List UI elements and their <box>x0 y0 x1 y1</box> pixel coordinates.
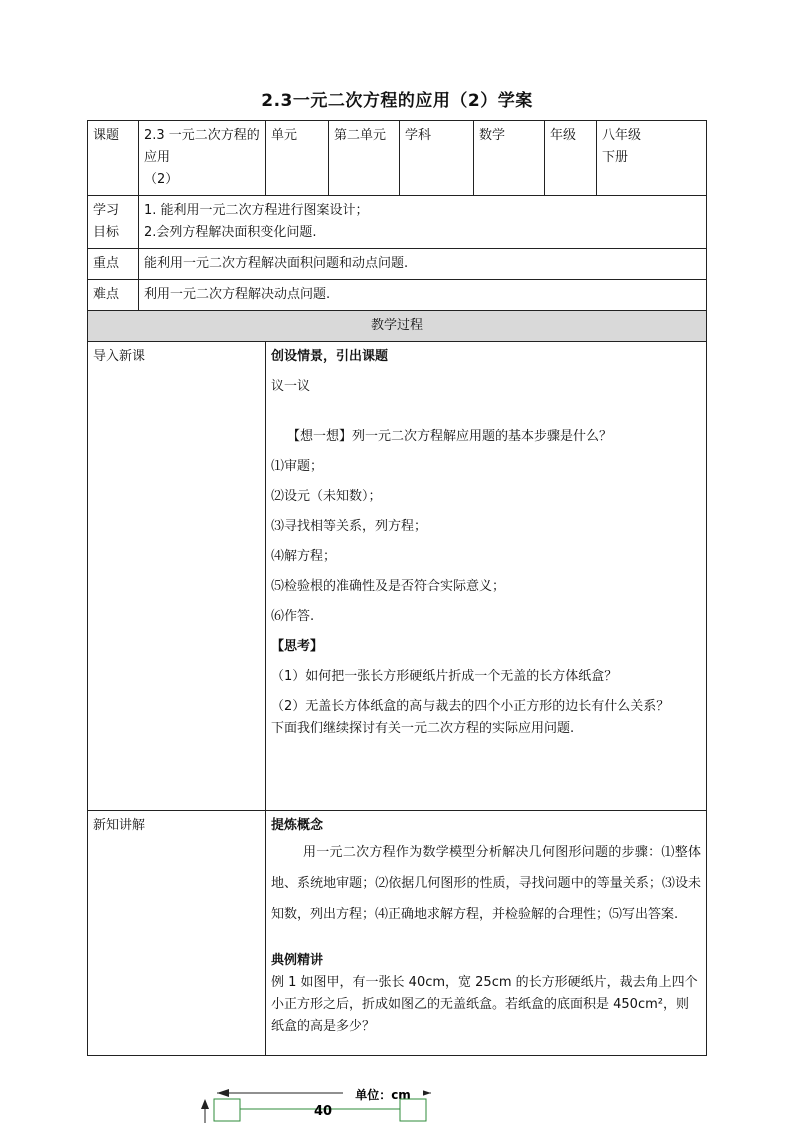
key-point-text: 能利用一元二次方程解决面积问题和动点问题. <box>139 249 707 280</box>
new-knowledge-content <box>266 811 707 1056</box>
intro-heading: 创设情景，引出课题 <box>271 349 389 364</box>
unit-value: 第二单元 <box>329 121 400 196</box>
process-header: 教学过程 <box>88 311 707 342</box>
corner-square-right <box>400 1099 426 1121</box>
step-item: ⑶寻找相等关系，列方程； <box>271 519 428 534</box>
info-row <box>88 121 707 196</box>
goals-label: 学习 目标 <box>88 196 139 249</box>
goal-item: 2.会列方程解决面积变化问题. <box>144 225 317 240</box>
concept-paragraph: 用一元二次方程作为数学模型分析解决几何图形问题的步骤：⑴整体地、系统地审题；⑵依据几何图形的性质，寻找问题中的等量关系；⑶设未知数，列出方程；⑷正确地求解方程，并检验解的合理性；⑸写出答案. <box>271 845 701 922</box>
step-item: ⑵设元（未知数）； <box>271 489 382 504</box>
grade-label: 年级 <box>545 121 597 196</box>
think-item: （2）无盖长方体纸盒的高与裁去的四个小正方形的边长有什么关系？ <box>271 699 670 714</box>
key-point-row <box>88 249 707 280</box>
new-knowledge-label: 新知讲解 <box>88 811 266 1056</box>
goals-row <box>88 196 707 249</box>
page-title: 2.3一元二次方程的应用（2）学案 <box>261 91 533 111</box>
think-label: 【思考】 <box>271 639 324 654</box>
lesson-plan-table <box>87 120 707 1056</box>
intro-subheading: 议一议 <box>271 379 311 394</box>
intro-transition: 下面我们继续探讨有关一元二次方程的实际应用问题. <box>271 721 575 736</box>
unit-label: 单位：cm <box>355 1088 411 1102</box>
example-heading: 典例精讲 <box>271 953 324 968</box>
think-item: （1）如何把一张长方形硬纸片折成一个无盖的长方体纸盒？ <box>271 669 618 684</box>
step-item: ⑹作答. <box>271 609 315 624</box>
intro-question: 【想一想】列一元二次方程解应用题的基本步骤是什么？ <box>287 429 613 444</box>
step-item: ⑸检验根的准确性及是否符合实际意义； <box>271 579 506 594</box>
length-arrow-left <box>217 1089 229 1097</box>
length-label: 40 <box>313 1104 333 1119</box>
lesson-value: 2.3 一元二次方程的应用 （2） <box>139 121 266 196</box>
intro-row <box>88 342 707 811</box>
difficulty-row <box>88 280 707 311</box>
key-point-label: 重点 <box>88 249 139 280</box>
grade-value: 八年级 下册 <box>597 121 707 196</box>
goal-item: 1. 能利用一元二次方程进行图案设计； <box>144 203 369 218</box>
goals-content <box>139 196 707 249</box>
process-header-row <box>88 311 707 342</box>
width-arrow-head <box>201 1099 209 1109</box>
new-knowledge-row <box>88 811 707 1056</box>
concept-heading: 提炼概念 <box>271 818 324 833</box>
example-text: 例 1 如图甲，有一张长 40cm，宽 25cm 的长方形硬纸片，裁去角上四个小正方形之后，折成如图乙的无盖纸盒。若纸盒的底面积是 450cm²，则纸盒的高是多少？ <box>271 975 698 1034</box>
step-item: ⑴审题； <box>271 459 324 474</box>
difficulty-label: 难点 <box>88 280 139 311</box>
lesson-label: 课题 <box>88 121 139 196</box>
unit-label: 单元 <box>266 121 329 196</box>
intro-content <box>266 342 707 811</box>
difficulty-text: 利用一元二次方程解决动点问题. <box>139 280 707 311</box>
rectangle-figure <box>199 1085 439 1123</box>
subject-label: 学科 <box>400 121 474 196</box>
intro-label: 导入新课 <box>88 342 266 811</box>
step-item: ⑷解方程； <box>271 549 337 564</box>
subject-value: 数学 <box>474 121 545 196</box>
corner-square-left <box>214 1099 240 1121</box>
